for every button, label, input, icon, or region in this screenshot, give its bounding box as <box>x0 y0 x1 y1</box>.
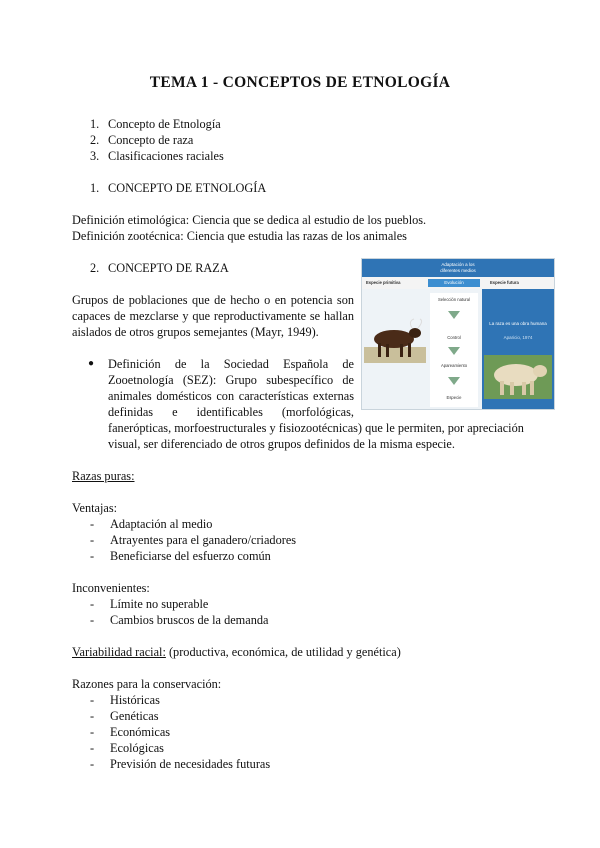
section-number: 1. <box>90 181 100 195</box>
list-item <box>90 740 164 756</box>
section-heading-raza <box>90 260 229 276</box>
paragraph-line: aislados de otros grupos semejantes (Mayr, 1949). <box>72 325 319 339</box>
index-item <box>90 132 193 148</box>
figure-header-text: Adaptación a los <box>441 262 475 267</box>
sez-line: visual, ser diferenciado de otros grupos definidos de la misma especie. <box>108 437 455 451</box>
list-item <box>90 756 270 772</box>
list-item-text: Atrayentes para el ganadero/criadores <box>110 533 297 547</box>
list-item-text: Previsión de necesidades futuras <box>110 757 271 771</box>
species-mid-label: Evolución <box>444 280 464 285</box>
list-item <box>90 612 268 628</box>
list-item <box>90 708 158 724</box>
index-number: 1. <box>90 117 100 131</box>
variabilidad-line <box>72 644 401 660</box>
variabilidad-heading: Variabilidad racial: <box>72 645 166 659</box>
inconvenientes-label: Inconvenientes: <box>72 581 150 595</box>
conservacion-label: Razones para la conservación: <box>72 677 222 691</box>
process-step: Apareamiento <box>440 363 468 368</box>
sez-line: Definición de la Sociedad Española de <box>108 357 354 371</box>
dash: - <box>90 725 95 739</box>
list-item-text: Adaptación al medio <box>110 517 213 531</box>
index-item <box>90 116 221 132</box>
process-step: Selección natural <box>437 297 471 302</box>
sez-line: animales domésticos con características externas <box>108 389 354 403</box>
sez-line: Zooetnología (SEZ): Grupo subespecífico de <box>108 373 354 387</box>
figure-header-text: diferentes medios <box>440 268 476 273</box>
bullet-icon: ● <box>88 358 95 369</box>
down-arrow-icon <box>448 347 460 355</box>
dash: - <box>90 741 95 755</box>
section-title: CONCEPTO DE ETNOLOGÍA <box>108 181 267 195</box>
list-item-text: Límite no superable <box>110 597 209 611</box>
variabilidad-note: (productiva, económica, de utilidad y genética) <box>165 645 401 659</box>
breed-panel-title: La raza es una obra humana <box>489 321 547 326</box>
dash: - <box>90 533 95 547</box>
index-text: Concepto de Etnología <box>108 117 221 131</box>
primitive-bull-image <box>364 317 426 363</box>
paragraph-line: Grupos de poblaciones que de hecho o en potencia son <box>72 293 354 307</box>
list-item <box>90 596 208 612</box>
list-item-text: Beneficiarse del esfuerzo común <box>110 549 271 563</box>
down-arrow-icon <box>448 377 460 385</box>
index-item <box>90 148 224 164</box>
dash: - <box>90 517 95 531</box>
page-title: TEMA 1 - CONCEPTOS DE ETNOLOGÍA <box>149 74 451 91</box>
modern-bull-image <box>484 355 552 399</box>
paragraph-line: capaces de mezclarse y que reproductivamente se hallan <box>72 309 354 323</box>
list-item-text: Genéticas <box>110 709 159 723</box>
ventajas-label: Ventajas: <box>72 501 118 515</box>
index-text: Clasificaciones raciales <box>108 149 224 163</box>
definition-zootechnical: Definición zootécnica: Ciencia que estudia las razas de los animales <box>72 229 407 243</box>
dash: - <box>90 549 95 563</box>
species-left-label: Especie primitiva <box>366 280 401 285</box>
list-item <box>90 724 170 740</box>
index-number: 3. <box>90 149 100 163</box>
dash: - <box>90 597 95 611</box>
list-item-text: Cambios bruscos de la demanda <box>110 613 269 627</box>
dash: - <box>90 757 95 771</box>
section-number: 2. <box>90 261 100 275</box>
down-arrow-icon <box>448 311 460 319</box>
list-item-text: Históricas <box>110 693 160 707</box>
razas-puras-heading: Razas puras: <box>72 469 135 483</box>
list-item <box>90 548 271 564</box>
definition-etymological: Definición etimológica: Ciencia que se dedica al estudio de los pueblos. <box>72 213 427 227</box>
dash: - <box>90 709 95 723</box>
breed-panel-subtitle: Aparicio, 1974 <box>503 335 533 340</box>
section-heading-etnologia <box>90 180 266 196</box>
section-title: CONCEPTO DE RAZA <box>108 261 229 275</box>
species-right-label: Especie futura <box>490 280 519 285</box>
index-number: 2. <box>90 133 100 147</box>
list-item-text: Ecológicas <box>110 741 164 755</box>
sez-line: definidas e identificables (morfológicas, <box>108 405 354 419</box>
dash: - <box>90 693 95 707</box>
process-step: Especie <box>446 395 462 400</box>
list-item <box>90 692 160 708</box>
evolution-figure <box>361 258 555 410</box>
list-item <box>90 532 296 548</box>
dash: - <box>90 613 95 627</box>
sez-line: fanerópticas, morfoestructurales y fisiozootécnicas) que le permiten, por apreciación <box>108 421 524 435</box>
list-item-text: Económicas <box>110 725 171 739</box>
list-item <box>90 516 212 532</box>
index-text: Concepto de raza <box>108 133 194 147</box>
process-step: Control <box>447 335 461 340</box>
